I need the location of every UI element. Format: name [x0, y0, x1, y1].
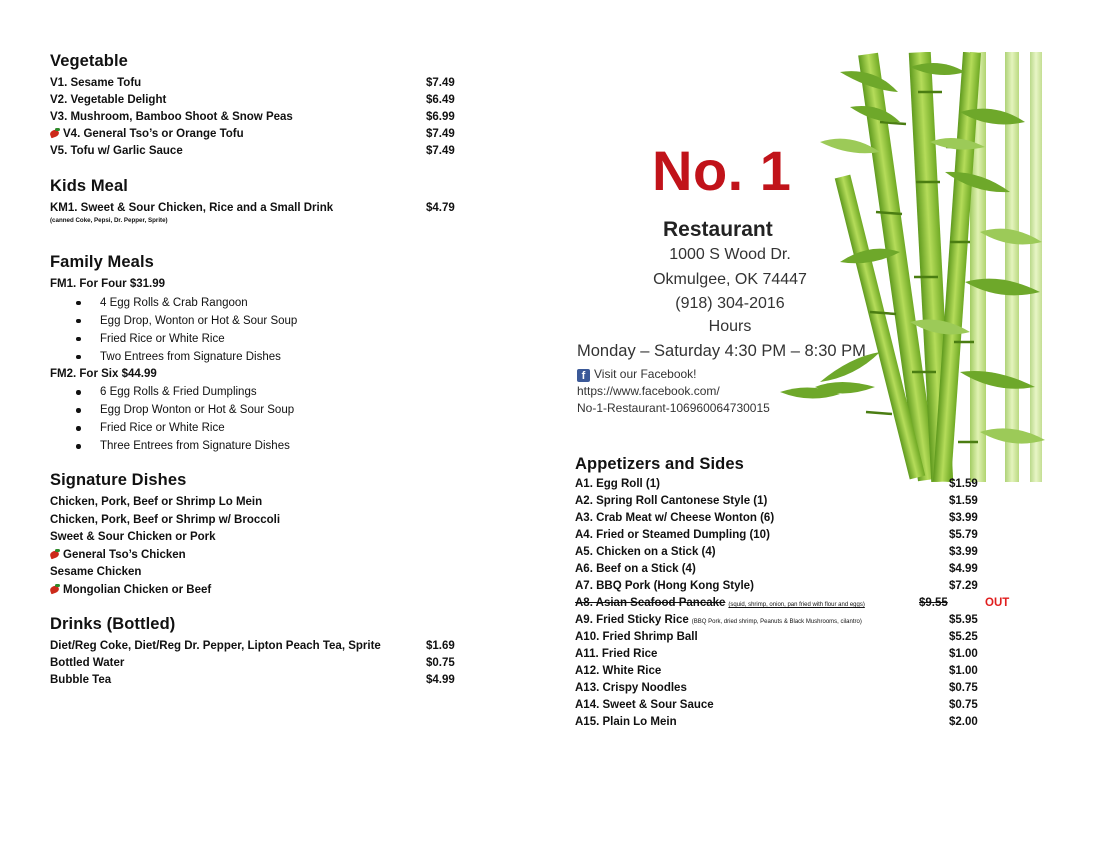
- menu-item: A3. Crab Meat w/ Cheese Wonton (6) $3.99: [575, 512, 978, 524]
- menu-item-note: (canned Coke, Pepsi, Dr. Pepper, Sprite): [50, 217, 168, 224]
- sold-out-badge: OUT: [985, 597, 1010, 609]
- menu-item: V5. Tofu w/ Garlic Sauce $7.49: [50, 145, 455, 157]
- drinks-section: [50, 615, 470, 689]
- family-meal-title: FM1. For Four $31.99: [50, 278, 166, 290]
- restaurant-subtitle: Restaurant: [663, 218, 773, 241]
- phone-number: (918) 304-2016: [675, 295, 785, 312]
- menu-item: A5. Chicken on a Stick (4) $3.99: [575, 546, 978, 558]
- menu-item: Sweet & Sour Chicken or Pork: [50, 531, 216, 543]
- menu-item: A13. Crispy Noodles $0.75: [575, 682, 978, 694]
- section-title: Family Meals: [50, 253, 154, 271]
- kids-section: [50, 177, 470, 225]
- menu-item: Diet/Reg Coke, Diet/Reg Dr. Pepper, Lipton Peach Tea, Sprite $1.69: [50, 640, 455, 652]
- facebook-info: [577, 366, 770, 417]
- facebook-url[interactable]: No-1-Restaurant-106960064730015: [577, 401, 770, 415]
- menu-item: A11. Fried Rice $1.00: [575, 648, 978, 660]
- list-item: Fried Rice or White Rice: [76, 330, 470, 348]
- family-meal-list: [50, 383, 470, 455]
- list-item: 6 Egg Rolls & Fried Dumplings: [76, 383, 470, 401]
- hours-text: Monday – Saturday 4:30 PM – 8:30 PM: [577, 342, 866, 360]
- family-meal-title: FM2. For Six $44.99: [50, 367, 157, 380]
- menu-item: V1. Sesame Tofu $7.49: [50, 77, 455, 89]
- menu-item-note: (squid, shrimp, onion, pan fried with flour and eggs): [728, 602, 865, 608]
- list-item: 4 Egg Rolls & Crab Rangoon: [76, 294, 470, 312]
- facebook-icon: f: [577, 369, 590, 382]
- list-item: Two Entrees from Signature Dishes: [76, 348, 470, 366]
- menu-item: A12. White Rice $1.00: [575, 665, 978, 677]
- menu-item: General Tso’s Chicken: [50, 547, 470, 565]
- menu-item: Chicken, Pork, Beef or Shrimp Lo Mein: [50, 496, 263, 508]
- section-title: Appetizers and Sides: [575, 455, 744, 473]
- facebook-url[interactable]: https://www.facebook.com/: [577, 384, 720, 398]
- menu-item: V2. Vegetable Delight $6.49: [50, 94, 455, 106]
- menu-item: Mongolian Chicken or Beef: [50, 582, 470, 600]
- menu-item: A2. Spring Roll Cantonese Style (1) $1.59: [575, 495, 978, 507]
- list-item: Three Entrees from Signature Dishes: [76, 437, 470, 455]
- menu-item: A15. Plain Lo Mein $2.00: [575, 716, 978, 728]
- menu-item: A7. BBQ Pork (Hong Kong Style) $7.29: [575, 580, 978, 592]
- hours-label: Hours: [708, 318, 752, 335]
- address-line-2: Okmulgee, OK 74447: [653, 271, 807, 288]
- menu-item: A1. Egg Roll (1) $1.59: [575, 478, 978, 490]
- list-item: Fried Rice or White Rice: [76, 419, 470, 437]
- facebook-label: Visit our Facebook!: [594, 367, 697, 381]
- section-title: Vegetable: [50, 52, 128, 70]
- menu-item: V4. General Tso’s or Orange Tofu $7.49: [50, 126, 470, 143]
- chili-pepper-icon: [50, 549, 60, 559]
- menu-item: Bottled Water $0.75: [50, 657, 455, 669]
- chili-pepper-icon: [50, 128, 60, 138]
- signature-section: [50, 471, 470, 599]
- menu-item: A9. Fried Sticky Rice (BBQ Pork, dried shrimp, Peanuts & Black Mushrooms, cilantro) $5.95: [575, 614, 978, 626]
- vegetable-section: [50, 52, 470, 160]
- menu-item: Bubble Tea $4.99: [50, 674, 455, 686]
- menu-item-sold-out: A8. Asian Seafood Pancake (squid, shrimp, onion, pan fried with flour and eggs) $9.55: [575, 597, 948, 609]
- section-title: Signature Dishes: [50, 471, 187, 489]
- chili-pepper-icon: [50, 584, 60, 594]
- menu-item: Sesame Chicken: [50, 566, 142, 578]
- menu-item: A4. Fried or Steamed Dumpling (10) $5.79: [575, 529, 978, 541]
- menu-item: KM1. Sweet & Sour Chicken, Rice and a Small Drink $4.79: [50, 202, 455, 214]
- family-section: [50, 253, 470, 455]
- menu-item: A6. Beef on a Stick (4) $4.99: [575, 563, 978, 575]
- address-line-1: 1000 S Wood Dr.: [669, 246, 791, 263]
- section-title: Drinks (Bottled): [50, 615, 176, 633]
- menu-item-note: (BBQ Pork, dried shrimp, Peanuts & Black Mushrooms, cilantro): [691, 619, 862, 625]
- family-meal-list: [50, 294, 470, 366]
- section-title: Kids Meal: [50, 177, 128, 195]
- list-item: Egg Drop Wonton or Hot & Sour Soup: [76, 401, 470, 419]
- appetizers-section: [575, 455, 1010, 731]
- bamboo-illustration: [780, 52, 1050, 482]
- left-column: [50, 52, 470, 689]
- menu-item: A14. Sweet & Sour Sauce $0.75: [575, 699, 978, 711]
- menu-item: A10. Fried Shrimp Ball $5.25: [575, 631, 978, 643]
- menu-item: Chicken, Pork, Beef or Shrimp w/ Broccoli: [50, 513, 281, 526]
- list-item: Egg Drop, Wonton or Hot & Sour Soup: [76, 312, 470, 330]
- restaurant-logo-title: No. 1: [652, 139, 792, 202]
- menu-item: V3. Mushroom, Bamboo Shoot & Snow Peas $6.99: [50, 111, 455, 123]
